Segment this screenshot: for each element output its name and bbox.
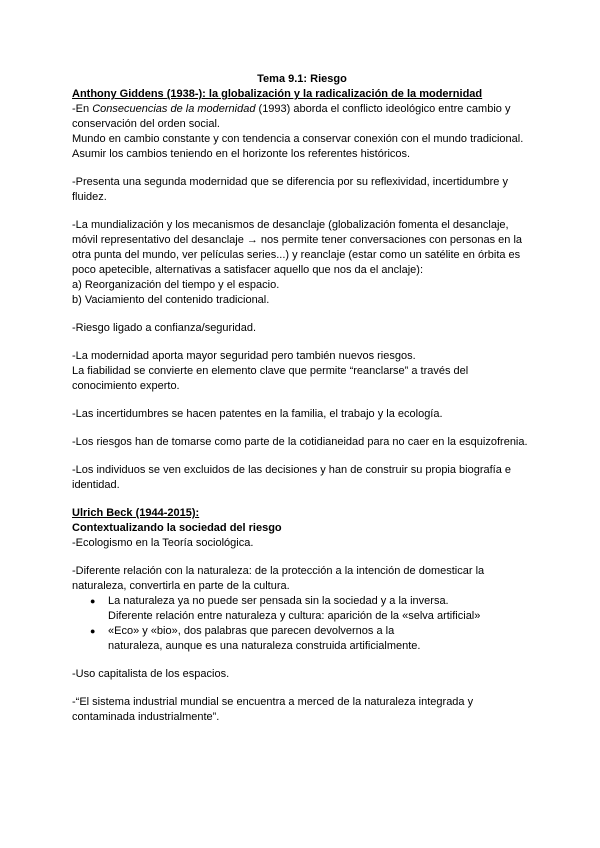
giddens-paragraph-1 [72,102,532,132]
book-title: Consecuencias de la modernidad [92,103,256,115]
giddens-paragraph-7: -Los riesgos han de tomarse como parte de la cotidianeidad para no caer en la esquizofrenia. [72,436,528,448]
giddens-paragraph-5: -La modernidad aporta mayor seguridad pero también nuevos riesgos. [72,350,416,362]
bullet-2-line2: naturaleza, aunque es una naturaleza construida artificialmente. [108,640,421,652]
giddens-paragraph-6: -Las incertidumbres se hacen patentes en la familia, el trabajo y la ecología. [72,408,443,420]
beck-bullet-list [72,594,532,654]
giddens-p5-line2: La fiabilidad se convierte en elemento clave que permite “reanclarse” a través del conocimiento experto. [72,365,469,392]
beck-paragraph-3: -Uso capitalista de los espacios. [72,668,230,680]
list-item [108,594,532,624]
giddens-p1-rest: (1993) aborda el conflicto ideológico entre cambio y conservación del orden social. [72,103,511,130]
document-page [72,72,532,725]
giddens-p1-line2: Mundo en cambio constante y con tendencia a conservar conexión con el mundo tradicional. [72,133,524,145]
beck-heading: Ulrich Beck (1944-2015): [72,507,200,519]
bullet-2-line1: ● «Eco» y «bio», dos palabras que parecen devolvernos a la [108,625,395,637]
giddens-heading: Anthony Giddens (1938-): la globalización y la radicalización de la modernidad [72,88,483,100]
beck-paragraph-4: -“El sistema industrial mundial se encuentra a merced de la naturaleza integrada y contaminada industrialmente”. [72,696,474,723]
bullet-1-line2: Diferente relación entre naturaleza y cultura: aparición de la «selva artificial» [108,610,481,622]
giddens-paragraph-2: -Presenta una segunda modernidad que se diferencia por su reflexividad, incertidumbre y fluidez. [72,176,508,203]
beck-subheading: Contextualizando la sociedad del riesgo [72,522,282,534]
giddens-paragraph-4: -Riesgo ligado a confianza/seguridad. [72,322,257,334]
giddens-p3-item-b: b) Vaciamiento del contenido tradicional. [72,294,270,306]
list-item [108,624,532,654]
giddens-paragraph-8: -Los individuos se ven excluidos de las decisiones y han de construir su propia biografía e identidad. [72,464,512,491]
bullet-1-line1: ● La naturaleza ya no puede ser pensada sin la sociedad y a la inversa. [108,595,449,607]
giddens-p1-line3: Asumir los cambios teniendo en el horizonte los referentes históricos. [72,148,411,160]
beck-paragraph-2: -Diferente relación con la naturaleza: de la protección a la intención de domesticar la naturaleza, convertirla en parte de la cultura. [72,565,485,592]
giddens-p1-prefix: -En [72,103,93,115]
giddens-paragraph-3: -La mundialización y los mecanismos de desanclaje (globalización fomenta el desanclaje, móvil representativo del desanclaje → nos permite tener conversaciones con personas en la otra punta del mundo, ver películas series...) y reanclaje (estar como un satélite en órbita es poco apetecible, alternativas a satisfacer aquello que nos da el anclaje): [72,219,523,276]
beck-paragraph-1: -Ecologismo en la Teoría sociológica. [72,537,254,549]
document-title: Tema 9.1: Riesgo [257,73,347,85]
giddens-p3-item-a: a) Reorganización del tiempo y el espacio. [72,279,280,291]
